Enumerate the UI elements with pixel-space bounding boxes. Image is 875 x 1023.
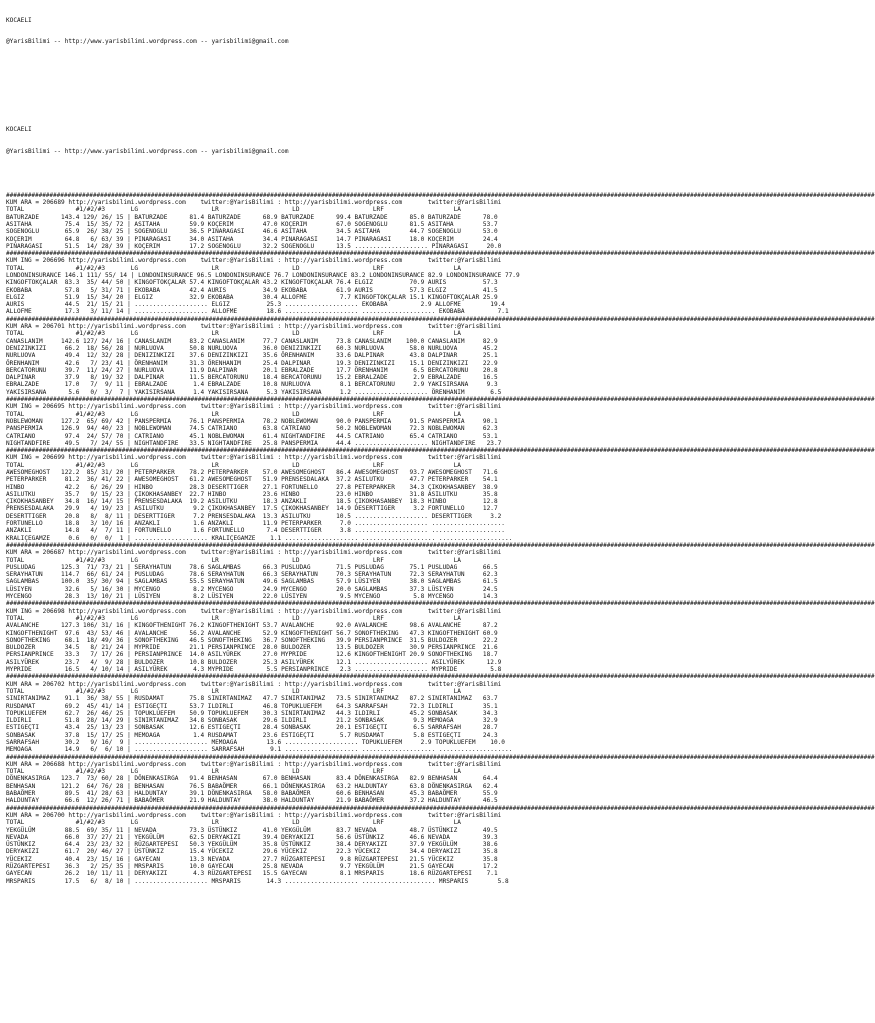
result-row: AURIS 44.5 21/ 15/ 21 | .................... ELGIZ 25.3 .................... EKOBABA 2.9 ALLOFME 19.4 bbox=[6, 301, 505, 309]
race-results-document bbox=[6, 2, 875, 892]
header-contact-repeat: @YarisBilimi -- http://www.yarisbilimi.wordpress.com -- yarisbilimi@gmail.com bbox=[6, 147, 289, 155]
result-row: EKOBABA 57.8 5/ 31/ 71 | EKOBABA 42.4 AURIS 34.9 EKOBABA 61.9 AURIS 57.3 ELGIZ 41.5 bbox=[6, 286, 498, 294]
header-contact: @YarisBilimi -- http://www.yarisbilimi.wordpress.com -- yarisbilimi@gmail.com bbox=[6, 38, 289, 46]
result-row: SERAYHATUN 114.7 66/ 61/ 24 | PUSLUDAG 78.6 SERAYHATUN 66.3 SERAYHATUN 70.3 SERAYHATUN 72.3 SERAYHATUN 62.3 bbox=[6, 571, 498, 579]
result-row: TOPUKLUEFEM 62.7 26/ 46/ 25 | TOPUKLUEFEM 50.9 TOPUKLUEFEM 30.3 SINIRTANIMAZ 44.3 ILDIRLI 45.2 SONBASAK 34.3 bbox=[6, 709, 498, 717]
section-divider: ################################################################################################################################################################################################################################################ bbox=[6, 315, 875, 323]
result-row: MEMOAGA 14.9 6/ 6/ 10 | .................... SARRAFSAH 9.1 .................... .................... .................... bbox=[6, 746, 513, 754]
column-header-line: TOTAL #1/#2/#3 LG LR LD LRF LA bbox=[6, 556, 461, 564]
race-header-line: KUM ING = 206698 http://yarisbilimi.wordpress.com twitter:@YarisBilimi : http://yarisbilimi.wordpress.com twitter:@YarisBilimi bbox=[6, 607, 502, 615]
result-row: PETERPARKER 81.2 36/ 41/ 22 | AWESOMEGHOST 61.2 AWESOMEGHOST 51.9 PRENSESDALAKA 37.2 ASILUTKU 47.7 PETERPARKER 54.1 bbox=[6, 476, 498, 484]
result-row: BENHASAN 121.2 64/ 76/ 28 | BENHASAN 76.5 BABAÖMER 66.1 DÖNENKASIRGA 63.2 HALDUNTAY 63.8 DÖNENKASIRGA 62.4 bbox=[6, 782, 498, 790]
result-row: KRALIÇEGAMZE 0.6 0/ 0/ 1 | .................... KRALIÇEGAMZE 1.1 .................... .................... .................... bbox=[6, 534, 513, 542]
column-header-line: TOTAL #1/#2/#3 LG LR LD LRF LA bbox=[6, 768, 461, 776]
column-header-line: TOTAL #1/#2/#3 LG LR LD LRF LA bbox=[6, 330, 461, 338]
blank-line bbox=[6, 104, 754, 111]
result-row: DENIZINKIZI 66.2 18/ 56/ 28 | NURLUOVA 50.8 NURLUOVA 36.0 DENIZINKIZI 60.3 NURLUOVA 58.0 NURLUOVA 45.2 bbox=[6, 344, 498, 352]
result-row: ESTIGEÇTI 43.4 25/ 13/ 23 | SONBASAK 12.6 ESTIGEÇTI 28.4 SONBASAK 20.1 ESTIGEÇTI 6.5 SARRAFSAH 28.7 bbox=[6, 724, 498, 732]
result-row: MYCENGO 28.3 13/ 10/ 21 | LÜSIYEN 8.2 LÜSIYEN 22.0 LÜSIYEN 9.5 MYCENGO 5.8 MYCENGO 14.3 bbox=[6, 593, 498, 601]
result-row: MRSPARIS 17.5 6/ 8/ 10 | .................... MRSPARIS 14.3 .................... .................... MRSPARIS 5.8 bbox=[6, 877, 509, 885]
column-header-line: TOTAL #1/#2/#3 LG LR LD LRF LA bbox=[6, 819, 461, 827]
result-row: LÜSIYEN 32.6 5/ 16/ 30 | MYCENGO 8.2 MYCENGO 24.9 MYCENGO 20.0 SAGLAMBAS 37.3 LÜSIYEN 24.5 bbox=[6, 585, 498, 593]
column-header-line: TOTAL #1/#2/#3 LG LR LD LRF LA bbox=[6, 461, 461, 469]
result-row: MYPRIDE 16.5 4/ 10/ 14 | ASILYÜREK 4.3 MYPRIDE 5.5 PERSIANPRINCE 2.3 .................... MYPRIDE 5.8 bbox=[6, 666, 502, 674]
race-header-line: KUM ARA = 206687 http://yarisbilimi.wordpress.com twitter:@YarisBilimi : http://yarisbilimi.wordpress.com twitter:@YarisBilimi bbox=[6, 549, 502, 557]
result-row: EBRALZADE 17.0 7/ 9/ 11 | EBRALZADE 1.4 EBRALZADE 10.8 NURLUOVA 8.1 BERCATORUNU 2.9 YAKISIRSANA 9.3 bbox=[6, 381, 498, 389]
result-row: DALPINAR 37.9 8/ 19/ 32 | DALPINAR 11.5 BERCATORUNU 18.4 BERCATORUNU 15.2 EBRALZADE 2.9 EBRALZADE 16.5 bbox=[6, 374, 498, 382]
result-row: YAKISIRSANA 5.6 0/ 3/ 7 | YAKISIRSANA 1.4 YAKISIRSANA 5.3 YAKISIRSANA 1.2 .................... ÖRENHANIM 6.5 bbox=[6, 388, 502, 396]
result-row: FORTUNELLO 18.8 3/ 10/ 16 | ANZAKLI 1.6 ANZAKLI 11.9 PETERPARKER 7.0 .................... .................... bbox=[6, 520, 505, 528]
result-row: PRENSESDALAKA 29.9 4/ 19/ 23 | ASILUTKU 9.2 ÇIKOKHASANBEY 17.5 ÇIKOKHASANBEY 14.9 DESERTTIGER 3.2 FORTUNELLO 12.7 bbox=[6, 505, 498, 513]
result-row: KINGOFTOKÇALAR 83.3 35/ 44/ 50 | KINGOFTOKÇALAR 57.4 KINGOFTOKÇALAR 43.2 KINGOFTOKÇALAR 76.4 ELGIZ 70.9 AURIS 57.3 bbox=[6, 279, 498, 287]
race-section bbox=[6, 608, 754, 674]
result-row: PINARAGASI 51.5 14/ 28/ 39 | KOÇERIM 17.2 SOGENOGLU 32.2 SOGENOGLU 13.5 .................... PINARAGASI 20.0 bbox=[6, 242, 502, 250]
column-header-line: TOTAL #1/#2/#3 LG LR LD LRF LA bbox=[6, 264, 461, 272]
result-row: YÜCEKIZ 40.4 23/ 15/ 16 | GAYECAN 13.3 NEVADA 27.7 RÜZGARTEPESI 9.8 RÜZGARTEPESI 21.5 YÜCEKIZ 35.8 bbox=[6, 855, 498, 863]
header-city: KOCAELI bbox=[6, 16, 32, 24]
result-row: ASILUTKU 35.7 9/ 15/ 23 | ÇIKOKHASANBEY 22.7 HINBO 23.6 HINBO 23.0 HINBO 31.8 ASILUTKU 35.8 bbox=[6, 490, 498, 498]
result-row: DERYAKIZI 61.7 20/ 46/ 27 | ÜSTÜNKIZ 15.4 YÜCEKIZ 29.6 YÜCEKIZ 22.3 YÜCEKIZ 34.4 DERYAKIZI 35.8 bbox=[6, 848, 498, 856]
race-header-line: KUM ING = 206695 http://yarisbilimi.wordpress.com twitter:@YarisBilimi : http://yarisbilimi.wordpress.com twitter:@YarisBilimi bbox=[6, 403, 502, 411]
result-row: SINIRTANIMAZ 91.1 36/ 38/ 55 | RUSDAMAT 75.8 SINIRTANIMAZ 47.7 SINIRTANIMAZ 73.5 SINIRTANIMAZ 87.2 SINIRTANIMAZ 63.7 bbox=[6, 695, 498, 703]
section-divider: ################################################################################################################################################################################################################################################ bbox=[6, 753, 875, 761]
column-header-line: TOTAL #1/#2/#3 LG LR LD LRF LA bbox=[6, 206, 461, 214]
section-divider: ################################################################################################################################################################################################################################################ bbox=[6, 191, 875, 199]
race-sections bbox=[6, 191, 875, 885]
column-header-line: TOTAL #1/#2/#3 LG LR LD LRF LA bbox=[6, 614, 461, 622]
result-row: CANASLANIM 142.6 127/ 24/ 16 | CANASLANIM 83.2 CANASLANIM 77.7 CANASLANIM 73.8 CANASLANIM 100.0 CANASLANIM 82.9 bbox=[6, 337, 498, 345]
result-row: RUSDAMAT 69.2 45/ 41/ 14 | ESTIGEÇTI 53.7 ILDIRLI 46.8 TOPUKLUEFEM 64.3 SARRAFSAH 72.3 ILDIRLI 35.1 bbox=[6, 702, 498, 710]
blank-line bbox=[6, 170, 754, 177]
section-divider: ################################################################################################################################################################################################################################################ bbox=[6, 396, 875, 404]
section-divider: ################################################################################################################################################################################################################################################ bbox=[6, 804, 875, 812]
column-header-line: TOTAL #1/#2/#3 LG LR LD LRF LA bbox=[6, 687, 461, 695]
result-row: DÖNENKASIRGA 123.7 73/ 60/ 28 | DÖNENKASIRGA 91.4 BENHASAN 67.0 BENHASAN 83.4 DÖNENKASIRGA 82.9 BENHASAN 64.4 bbox=[6, 775, 498, 783]
race-section bbox=[6, 403, 754, 447]
result-row: ASILYÜREK 23.7 4/ 9/ 28 | BULDOZER 10.8 BULDOZER 25.3 ASILYÜREK 12.1 .................... ASILYÜREK 12.9 bbox=[6, 658, 502, 666]
result-row: RÜZGARTEPESI 36.3 2/ 25/ 35 | MRSPARIS 10.0 GAYECAN 25.8 NEVADA 9.7 YEKGÜLÜM 21.5 GAYECAN 17.2 bbox=[6, 863, 498, 871]
blank-line bbox=[6, 60, 754, 67]
result-row: NIGHTANDFIRE 49.5 7/ 24/ 55 | NIGHTANDFIRE 33.5 NIGHTANDFIRE 25.8 PANSPERMIA 44.4 .................... NIGHTANDFIRE 23.7 bbox=[6, 439, 502, 447]
result-row: NEVADA 66.0 37/ 27/ 21 | YEKGÜLÜM 62.5 DERYAKIZI 39.4 DERYAKIZI 56.6 ÜSTÜNKIZ 46.6 NEVADA 39.3 bbox=[6, 833, 498, 841]
race-section bbox=[6, 257, 754, 315]
result-row: ASITAHA 75.4 15/ 35/ 72 | ASITAHA 59.9 KOÇERIM 47.0 KOÇERIM 67.0 SOGENOGLU 81.5 ASITAHA 53.7 bbox=[6, 220, 498, 228]
result-row: BERCATORUNU 39.7 11/ 24/ 27 | NURLUOVA 11.9 DALPINAR 20.1 EBRALZADE 17.7 ÖRENHANIM 6.5 BERCATORUNU 20.8 bbox=[6, 366, 498, 374]
result-row: DESERTTIGER 20.8 8/ 8/ 11 | DESERTTIGER 7.2 PRENSESDALAKA 13.3 ASILUTKU 10.5 .................... DESERTTIGER 3.2 bbox=[6, 512, 502, 520]
section-divider: ################################################################################################################################################################################################################################################ bbox=[6, 447, 875, 455]
result-row: NOBLEWOMAN 127.2 65/ 69/ 42 | PANSPERMIA 76.1 PANSPERMIA 78.2 NOBLEWOMAN 90.0 PANSPERMIA 91.5 PANSPERMIA 90.1 bbox=[6, 417, 498, 425]
result-row: SAGLAMBAS 100.0 35/ 30/ 94 | SAGLAMBAS 55.5 SERAYHATUN 49.6 SAGLAMBAS 57.9 LÜSIYEN 38.0 SAGLAMBAS 61.5 bbox=[6, 578, 498, 586]
result-row: HALDUNTAY 66.6 12/ 26/ 71 | BABAÖMER 21.9 HALDUNTAY 38.0 HALDUNTAY 21.9 BABAÖMER 37.2 HALDUNTAY 46.5 bbox=[6, 797, 498, 805]
result-row: CATRIANO 97.4 24/ 57/ 70 | CATRIANO 45.1 NOBLEWOMAN 61.4 NIGHTANDFIRE 44.5 CATRIANO 65.4 CATRIANO 53.1 bbox=[6, 432, 498, 440]
result-row: NURLUOVA 49.4 12/ 32/ 28 | DENIZINKIZI 37.6 DENIZINKIZI 35.6 ÖRENHANIM 33.6 DALPINAR 43.8 DALPINAR 25.1 bbox=[6, 352, 498, 360]
race-header-line: KUM ARA = 206702 http://yarisbilimi.wordpress.com twitter:@YarisBilimi : http://yarisbilimi.wordpress.com twitter:@YarisBilimi bbox=[6, 680, 502, 688]
result-row: PUSLUDAG 125.3 71/ 73/ 21 | SERAYHATUN 78.6 SAGLAMBAS 66.3 PUSLUDAG 71.5 PUSLUDAG 75.1 PUSLUDAG 66.5 bbox=[6, 563, 498, 571]
race-section bbox=[6, 761, 754, 805]
result-row: PANSPERMIA 126.9 94/ 40/ 23 | NOBLEWOMAN 74.5 CATRIANO 63.8 CATRIANO 50.2 NOBLEWOMAN 72.3 NOBLEWOMAN 62.3 bbox=[6, 425, 498, 433]
result-row: LONDONINSURANCE 146.1 111/ 55/ 14 | LONDONINSURANCE 96.5 LONDONINSURANCE 76.7 LONDONINSURANCE 83.2 LONDONINSURANCE 82.9 LONDONINSURANCE 77.9 bbox=[6, 271, 520, 279]
result-row: SOGENOGLU 65.9 26/ 38/ 25 | SOGENOGLU 36.5 PINARAGASI 46.6 ASITAHA 34.5 ASITAHA 44.7 SOGENOGLU 53.0 bbox=[6, 228, 498, 236]
section-divider: ################################################################################################################################################################################################################################################ bbox=[6, 541, 875, 549]
column-header-line: TOTAL #1/#2/#3 LG LR LD LRF LA bbox=[6, 410, 461, 418]
result-row: ELGIZ 51.9 15/ 34/ 20 | ELGIZ 32.9 EKOBABA 30.4 ALLOFME 7.7 KINGOFTOKÇALAR 15.1 KINGOFTOKÇALAR 25.9 bbox=[6, 293, 498, 301]
section-divider: ################################################################################################################################################################################################################################################ bbox=[6, 250, 875, 258]
race-header-line: KUM ARA = 206688 http://yarisbilimi.wordpress.com twitter:@YarisBilimi : http://yarisbilimi.wordpress.com twitter:@YarisBilimi bbox=[6, 760, 502, 768]
result-row: PERSIANPRINCE 33.3 7/ 17/ 26 | PERSIANPRINCE 14.0 ASILYÜREK 27.0 MYPRIDE 12.6 KINGOFTHENIGHT 20.9 SONOFTHEKING 18.7 bbox=[6, 651, 498, 659]
race-section bbox=[6, 454, 754, 542]
result-row: KINGOFTHENIGHT 97.6 43/ 53/ 46 | AVALANCHE 56.2 AVALANCHE 52.9 KINGOFTHENIGHT 56.7 SONOFTHEKING 47.3 KINGOFTHENIGHT 60.9 bbox=[6, 629, 498, 637]
race-section bbox=[6, 549, 754, 600]
race-header-line: KUM ARA = 206701 http://yarisbilimi.wordpress.com twitter:@YarisBilimi : http://yarisbilimi.wordpress.com twitter:@YarisBilimi bbox=[6, 323, 502, 331]
race-header-line: KUM ING = 206696 http://yarisbilimi.wordpress.com twitter:@YarisBilimi : http://yarisbilimi.wordpress.com twitter:@YarisBilimi bbox=[6, 257, 502, 265]
race-section bbox=[6, 681, 754, 754]
result-row: SONBASAK 37.8 15/ 17/ 25 | MEMOAGA 1.4 RUSDAMAT 23.6 ESTIGEÇTI 5.7 RUSDAMAT 5.8 ESTIGEÇTI 24.3 bbox=[6, 731, 498, 739]
result-row: SARRAFSAH 30.2 9/ 16/ 9 | .................... MEMOAGA 13.6 .................... TOPUKLUEFEM 2.9 TOPUKLUEFEM 10.0 bbox=[6, 738, 505, 746]
race-section bbox=[6, 323, 754, 396]
race-section bbox=[6, 812, 754, 885]
result-row: ILDIRLI 51.8 28/ 14/ 29 | SINIRTANIMAZ 34.8 SONBASAK 29.6 ILDIRLI 21.2 SONBASAK 9.3 MEMOAGA 32.9 bbox=[6, 717, 498, 725]
result-row: ANZAKLI 14.8 4/ 7/ 11 | FORTUNELLO 1.6 FORTUNELLO 7.4 DESERTTIGER 3.8 .................... .................... bbox=[6, 527, 505, 535]
race-section bbox=[6, 199, 754, 250]
result-row: ÖRENHANIM 42.6 7/ 23/ 41 | ÖRENHANIM 31.3 ÖRENHANIM 25.4 DALPINAR 19.3 DENIZINKIZI 15.1 DENIZINKIZI 22.9 bbox=[6, 359, 498, 367]
result-row: ÜSTÜNKIZ 64.4 23/ 23/ 32 | RÜZGARTEPESI 50.3 YEKGÜLÜM 35.8 ÜSTÜNKIZ 38.4 DERYAKIZI 37.9 YEKGÜLÜM 38.6 bbox=[6, 841, 498, 849]
result-row: SONOFTHEKING 68.1 18/ 49/ 36 | SONOFTHEKING 46.5 SONOFTHEKING 36.7 SONOFTHEKING 39.9 PERSIANPRINCE 31.5 BULDOZER 22.2 bbox=[6, 636, 498, 644]
blank-line bbox=[6, 82, 754, 89]
header-city-repeat: KOCAELI bbox=[6, 126, 32, 134]
result-row: AWESOMEGHOST 122.2 85/ 31/ 20 | PETERPARKER 78.2 PETERPARKER 57.0 AWESOMEGHOST 86.4 AWESOMEGHOST 93.7 AWESOMEGHOST 71.6 bbox=[6, 469, 498, 476]
result-row: BABAÖMER 89.5 41/ 28/ 63 | HALDUNTAY 39.1 DÖNENKASIRGA 58.0 BABAÖMER 60.6 BENHASAN 45.3 BABAÖMER 55.9 bbox=[6, 790, 498, 798]
race-header-line: KUM ING = 206699 http://yarisbilimi.wordpress.com twitter:@YarisBilimi : http://yarisbilimi.wordpress.com twitter:@YarisBilimi bbox=[6, 454, 502, 462]
result-row: ÇIKOKHASANBEY 34.8 16/ 14/ 15 | PRENSESDALAKA 19.2 ASILUTKU 18.3 ANZAKLI 18.5 ÇIKOKHASANBEY 18.3 HINBO 12.8 bbox=[6, 498, 498, 506]
result-row: BULDOZER 34.5 8/ 21/ 24 | MYPRIDE 21.1 PERSIANPRINCE 28.0 BULDOZER 13.5 BULDOZER 30.9 PERSIANPRINCE 21.6 bbox=[6, 644, 498, 652]
section-divider: ################################################################################################################################################################################################################################################ bbox=[6, 600, 875, 608]
result-row: KOÇERIM 64.8 6/ 63/ 39 | PINARAGASI 34.0 ASITAHA 34.4 PINARAGASI 14.7 PINARAGASI 18.0 KOÇERIM 24.4 bbox=[6, 235, 498, 243]
result-row: BATURZADE 143.4 129/ 26/ 15 | BATURZADE 81.4 BATURZADE 68.9 BATURZADE 99.4 BATURZADE 85.0 BATURZADE 78.0 bbox=[6, 213, 498, 221]
result-row: GAYECAN 26.2 10/ 11/ 11 | DERYAKIZI 4.3 RÜZGARTEPESI 15.5 GAYECAN 8.1 MRSPARIS 18.6 RÜZGARTEPESI 7.1 bbox=[6, 870, 498, 878]
race-header-line: KUM ARA = 206700 http://yarisbilimi.wordpress.com twitter:@YarisBilimi : http://yarisbilimi.wordpress.com twitter:@YarisBilimi bbox=[6, 811, 502, 819]
result-row: AVALANCHE 127.3 106/ 31/ 16 | KINGOFTHENIGHT 76.2 KINGOFTHENIGHT 53.7 AVALANCHE 92.0 AVALANCHE 98.6 AVALANCHE 87.2 bbox=[6, 622, 498, 630]
section-divider: ################################################################################################################################################################################################################################################ bbox=[6, 673, 875, 681]
result-row: ALLOFME 17.3 3/ 11/ 14 | .................... ALLOFME 18.6 .................... .................... EKOBABA 7.1 bbox=[6, 308, 509, 316]
result-row: YEKGÜLÜM 88.5 69/ 35/ 11 | NEVADA 73.3 ÜSTÜNKIZ 41.0 YEKGÜLÜM 83.7 NEVADA 48.7 ÜSTÜNKIZ 49.5 bbox=[6, 826, 498, 834]
race-header-line: KUM ARA = 206689 http://yarisbilimi.wordpress.com twitter:@YarisBilimi : http://yarisbilimi.wordpress.com twitter:@YarisBilimi bbox=[6, 199, 502, 207]
result-row: HINBO 42.2 6/ 26/ 29 | HINBO 28.3 DESERTTIGER 27.1 FORTUNELLO 27.8 PETERPARKER 34.3 ÇIKOKHASANBEY 38.9 bbox=[6, 483, 498, 491]
